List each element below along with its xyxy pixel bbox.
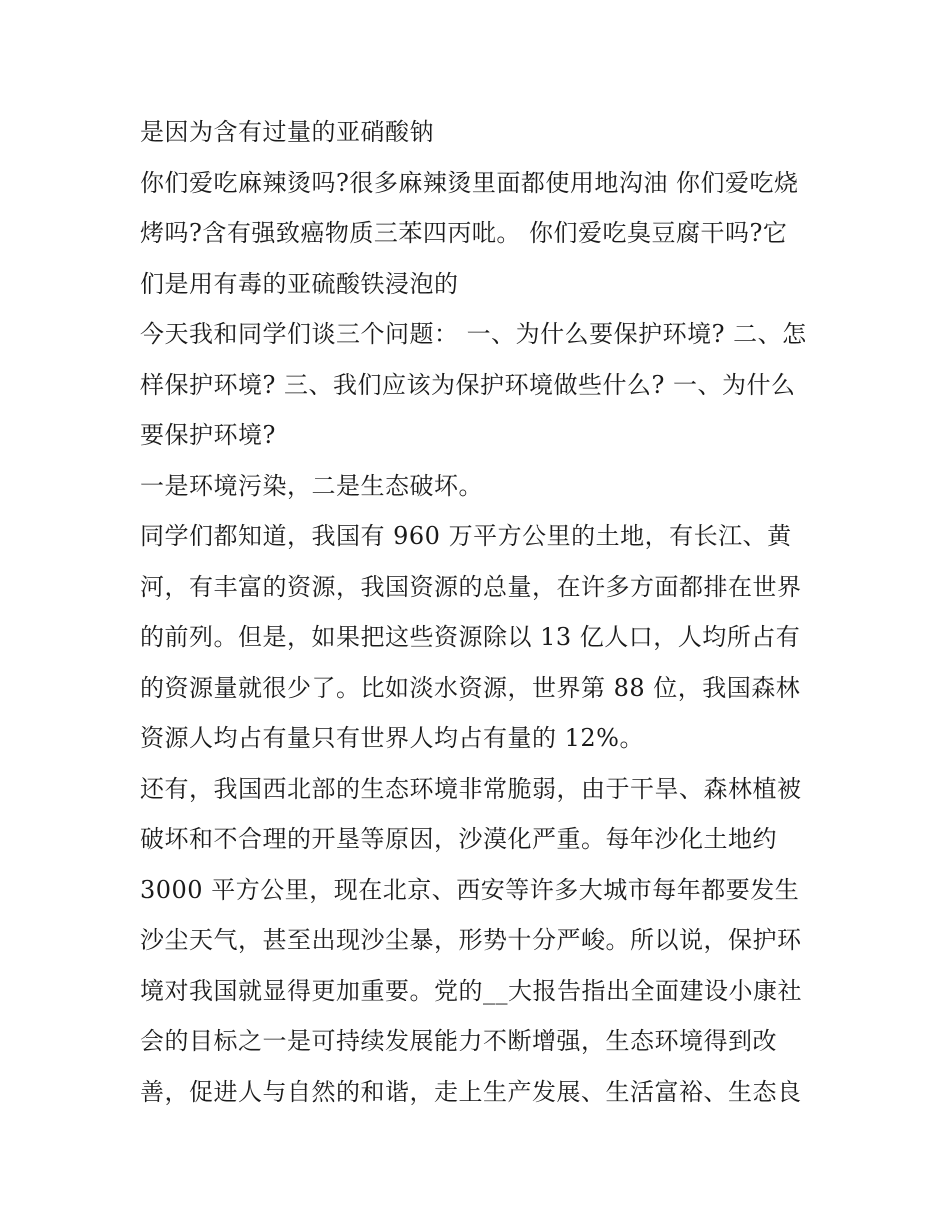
text-line: 善，促进人与自然的和谐，走上生产发展、生活富裕、生态良 bbox=[140, 1077, 802, 1106]
text-line: 同学们都知道，我国有 960 万平方公里的土地，有长江、黄 bbox=[140, 522, 792, 550]
text-line: 样保护环境? 三、我们应该为保护环境做些什么? 一、为什么 bbox=[140, 370, 796, 399]
text-line: 的前列。但是，如果把这些资源除以 13 亿人口，人均所占有 bbox=[140, 623, 801, 651]
body-text bbox=[140, 107, 820, 1117]
text-line: 破坏和不合理的开垦等原因，沙漠化严重。每年沙化土地约 bbox=[140, 825, 777, 853]
text-line: 资源人均占有量只有世界人均占有量的 12%。 bbox=[140, 724, 644, 752]
text-line: 们是用有毒的亚硫酸铁浸泡的 bbox=[140, 269, 459, 298]
text-line: 烤吗?含有强致癌物质三苯四丙吡。 你们爱吃臭豆腐干吗?它 bbox=[140, 219, 788, 247]
text-line: 境对我国就显得更加重要。党的__大报告指出全面建设小康社 bbox=[140, 976, 802, 1005]
text-line: 一是环境污染，二是生态破坏。 bbox=[140, 471, 483, 500]
text-line: 你们爱吃麻辣烫吗?很多麻辣烫里面都使用地沟油 你们爱吃烧 bbox=[140, 168, 799, 197]
text-line: 还有，我国西北部的生态环境非常脆弱，由于干旱、森林植被 bbox=[140, 774, 802, 803]
text-line: 会的目标之一是可持续发展能力不断增强，生态环境得到改 bbox=[140, 1027, 777, 1055]
text-line: 今天我和同学们谈三个问题： 一、为什么要保护环境? 二、怎 bbox=[140, 320, 807, 348]
text-line: 河，有丰富的资源，我国资源的总量，在许多方面都排在世界 bbox=[140, 572, 802, 601]
text-line: 沙尘天气，甚至出现沙尘暴，形势十分严峻。所以说，保护环 bbox=[140, 926, 802, 954]
text-line: 要保护环境? bbox=[140, 421, 276, 449]
text-line: 3000 平方公里，现在北京、西安等许多大城市每年都要发生 bbox=[140, 875, 800, 904]
text-line: 的资源量就很少了。比如淡水资源，世界第 88 位，我国森林 bbox=[140, 673, 801, 702]
text-line: 是因为含有过量的亚硝酸钠 bbox=[140, 118, 434, 146]
